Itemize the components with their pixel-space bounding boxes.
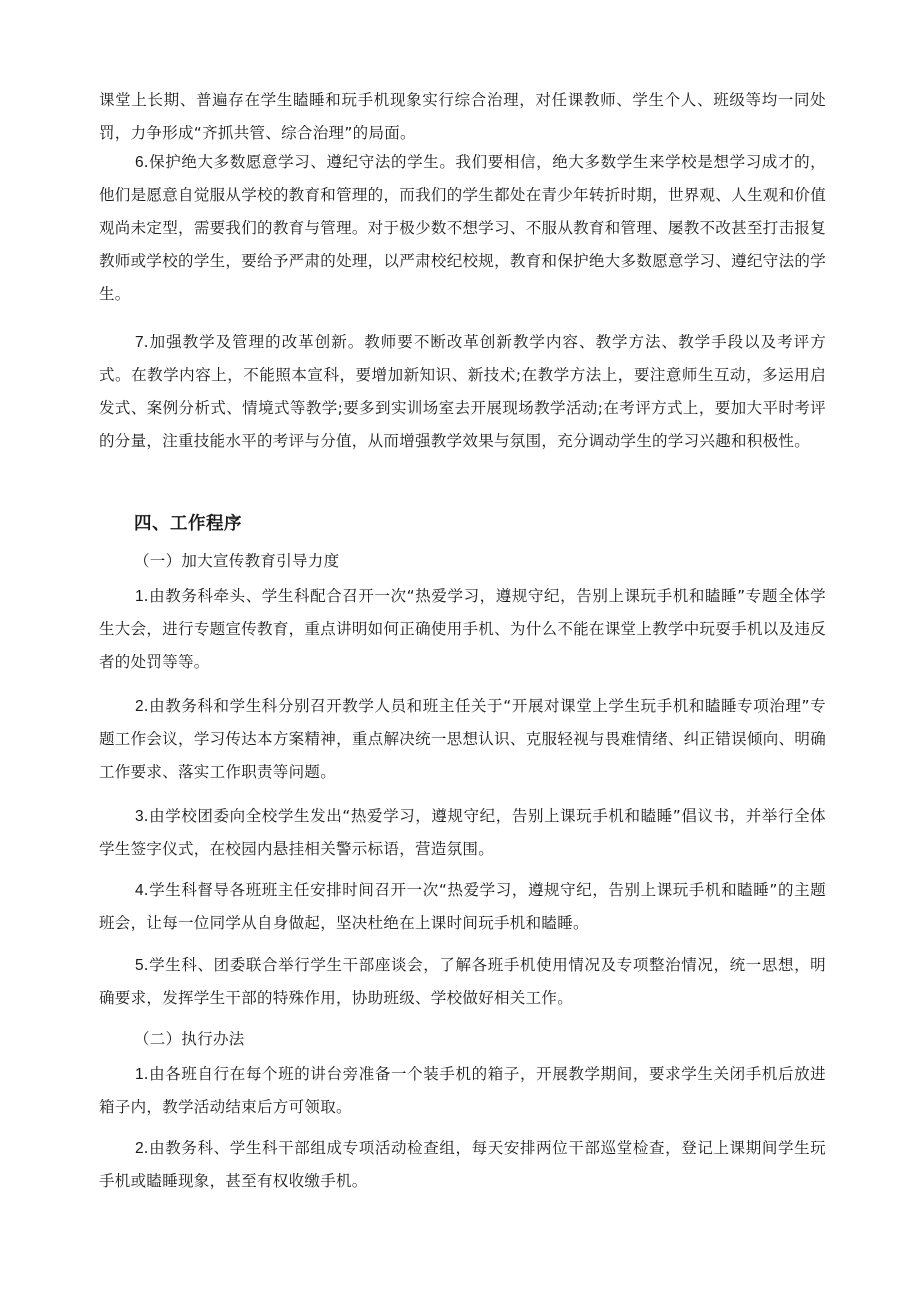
- item-text: .由各班自行在每个班的讲台旁准备一个装手机的箱子，开展教学期间，要求学生关闭手机后放进箱子内，教学活动结束后方可领取。: [99, 1065, 826, 1116]
- paragraph-item-6: [99, 146, 826, 311]
- paragraph-s1-item-1: [99, 580, 826, 679]
- item-number: 4: [135, 882, 144, 899]
- item-text: .由学校团委向全校学生发出“热爱学习，遵规守纪，告别上课玩手机和瞌睡”倡议书，并举行全体学生签字仪式，在校园内悬挂相关警示标语，营造氛围。: [99, 807, 826, 858]
- item-text: .学生科督导各班班主任安排时间召开一次“热爱学习，遵规守纪，告别上课玩手机和瞌睡”的主题班会，让每一位同学从自身做起，坚决杜绝在上课时间玩手机和瞌睡。: [99, 881, 826, 932]
- item-number: 6: [135, 154, 144, 171]
- section-heading-work-procedure: 四、工作程序: [134, 514, 242, 534]
- item-text: .学生科、团委联合举行学生干部座谈会，了解各班手机使用情况及专项整治情况，统一思想，明确要求，发挥学生干部的特殊作用，协助班级、学校做好相关工作。: [99, 956, 826, 1007]
- item-number: 2: [135, 698, 144, 715]
- item-number: 1: [135, 588, 144, 605]
- item-number: 1: [135, 1066, 144, 1083]
- paragraph-continuation: [99, 84, 826, 150]
- item-number: 7: [135, 334, 144, 351]
- item-number: 5: [135, 957, 144, 974]
- item-number: 2: [135, 1140, 144, 1157]
- subsection-heading-publicity: （一）加大宣传教育引导力度: [134, 552, 340, 570]
- paragraph-text: 课堂上长期、普遍存在学生瞌睡和玩手机现象实行综合治理，对任课教师、学生个人、班级等均一同处罚，力争形成“齐抓共管、综合治理”的局面。: [99, 91, 826, 142]
- item-text: .由教务科牵头、学生科配合召开一次“热爱学习，遵规守纪，告别上课玩手机和瞌睡”专题全体学生大会，进行专题宣传教育，重点讲明如何正确使用手机、为什么不能在课堂上教学中玩耍手机以及违反者的处罚等等。: [99, 587, 826, 671]
- item-text: .加强教学及管理的改革创新。教师要不断改革创新教学内容、教学方法、教学手段以及考评方式。在教学内容上，不能照本宣科，要增加新知识、新技术;在教学方法上，要注意师生互动，多运用启发式、案例分析式、情境式等教学;要多到实训场室去开展现场教学活动;在考评方式上，要加大平时考评的分量，注重技能水平的考评与分值，从而增强教学效果与氛围，充分调动学生的学习兴趣和积极性。: [99, 333, 826, 450]
- paragraph-s2-item-2: [99, 1132, 826, 1198]
- paragraph-s1-item-2: [99, 690, 826, 789]
- item-text: .由教务科和学生科分别召开教学人员和班主任关于“开展对课堂上学生玩手机和瞌睡专项治理”专题工作会议，学习传达本方案精神，重点解决统一思想认识、克服轻视与畏难情绪、纠正错误倾向、明确工作要求、落实工作职责等问题。: [99, 697, 826, 781]
- paragraph-s1-item-5: [99, 949, 826, 1015]
- paragraph-item-7: [99, 326, 826, 458]
- paragraph-s2-item-1: [99, 1058, 826, 1124]
- paragraph-s1-item-3: [99, 800, 826, 866]
- paragraph-s1-item-4: [99, 874, 826, 940]
- item-number: 3: [135, 808, 144, 825]
- item-text: .由教务科、学生科干部组成专项活动检查组，每天安排两位干部巡堂检查，登记上课期间学生玩手机或瞌睡现象，甚至有权收缴手机。: [99, 1139, 826, 1190]
- item-text: .保护绝大多数愿意学习、遵纪守法的学生。我们要相信，绝大多数学生来学校是想学习成才的，他们是愿意自觉服从学校的教育和管理的，而我们的学生都处在青少年转折时期，世界观、人生观和价值观尚未定型，需要我们的教育与管理。对于极少数不想学习、不服从教育和管理、屡教不改甚至打击报复教师或学校的学生，要给予严肃的处理，以严肃校纪校规，教育和保护绝大多数愿意学习、遵纪守法的学生。: [99, 153, 826, 303]
- subsection-heading-execution: （二）执行办法: [134, 1030, 245, 1048]
